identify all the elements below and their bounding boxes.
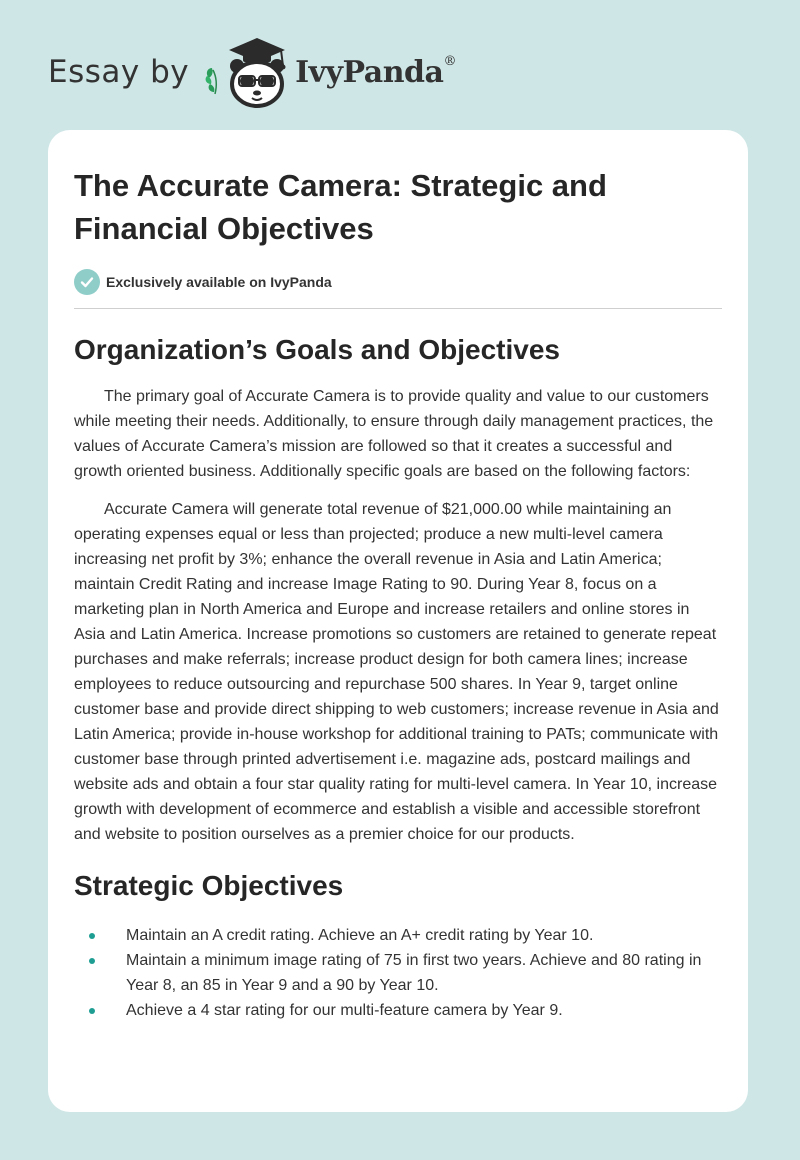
article-card (48, 130, 748, 1112)
paragraph: Accurate Camera will generate total revenue of $21,000.00 while maintaining an operating expenses equal or less than projected; produce a new multi-level camera increasing net profit by 3%; enhance the overall revenue in Asia and Latin America; maintain Credit Rating and increase Image Rating to 90. During Year 8, focus on a marketing plan in North America and Europe and increase retailers and online stores in Asia and Latin America. Increase promotions so customers are retained to generate repeat purchases and make referrals; increase product design for both camera lines; increase employees to reduce outsourcing and repurchase 500 shares. In Year 9, target online customer base and provide direct shipping to web customers; increase revenue in Asia and Latin America; provide in-house workshop for additional training to PATs; communicate with customer base through printed advertisement i.e. magazine ads, postcard mailings and website ads and obtain a four star quality rating for multi-level camera. In Year 10, increase growth with development of ecommerce and establish a visible and accessible storefront and website to position ourselves as a premier choice for our products. (74, 501, 719, 843)
section-heading-goals: Organization’s Goals and Objectives (74, 334, 560, 365)
list-item: Maintain a minimum image rating of 75 in first two years. Achieve and 80 rating in Year 8, an 85 in Year 9 and a 90 by Year 10. (74, 948, 722, 998)
badge-label: Exclusively available on IvyPanda (106, 274, 332, 290)
objectives-list (74, 923, 722, 1023)
article-title: The Accurate Camera: Strategic and Financial Objectives (74, 168, 607, 246)
exclusive-badge (74, 268, 722, 296)
essay-by-label: Essay by (48, 54, 190, 90)
check-icon (74, 269, 100, 295)
section-heading-strategic-objectives: Strategic Objectives (74, 870, 344, 901)
ivypanda-logo[interactable] (203, 34, 456, 110)
paragraph: The primary goal of Accurate Camera is to provide quality and value to our customers while meeting their needs. Additionally, to ensure through daily management practices, the values of Accurate Camera’s mission are followed so that it creates a successful and growth oriented business. Additionally specific goals are based on the following factors: (74, 388, 714, 480)
panda-logo-icon (203, 34, 291, 110)
list-item: Maintain an A credit rating. Achieve an A+ credit rating by Year 10. (74, 923, 722, 948)
ivy-leaf-icon (206, 68, 217, 94)
site-header (48, 34, 456, 110)
divider (74, 308, 722, 309)
list-item: Achieve a 4 star rating for our multi-feature camera by Year 9. (74, 998, 722, 1023)
brand-name: IvyPanda® (295, 53, 456, 90)
